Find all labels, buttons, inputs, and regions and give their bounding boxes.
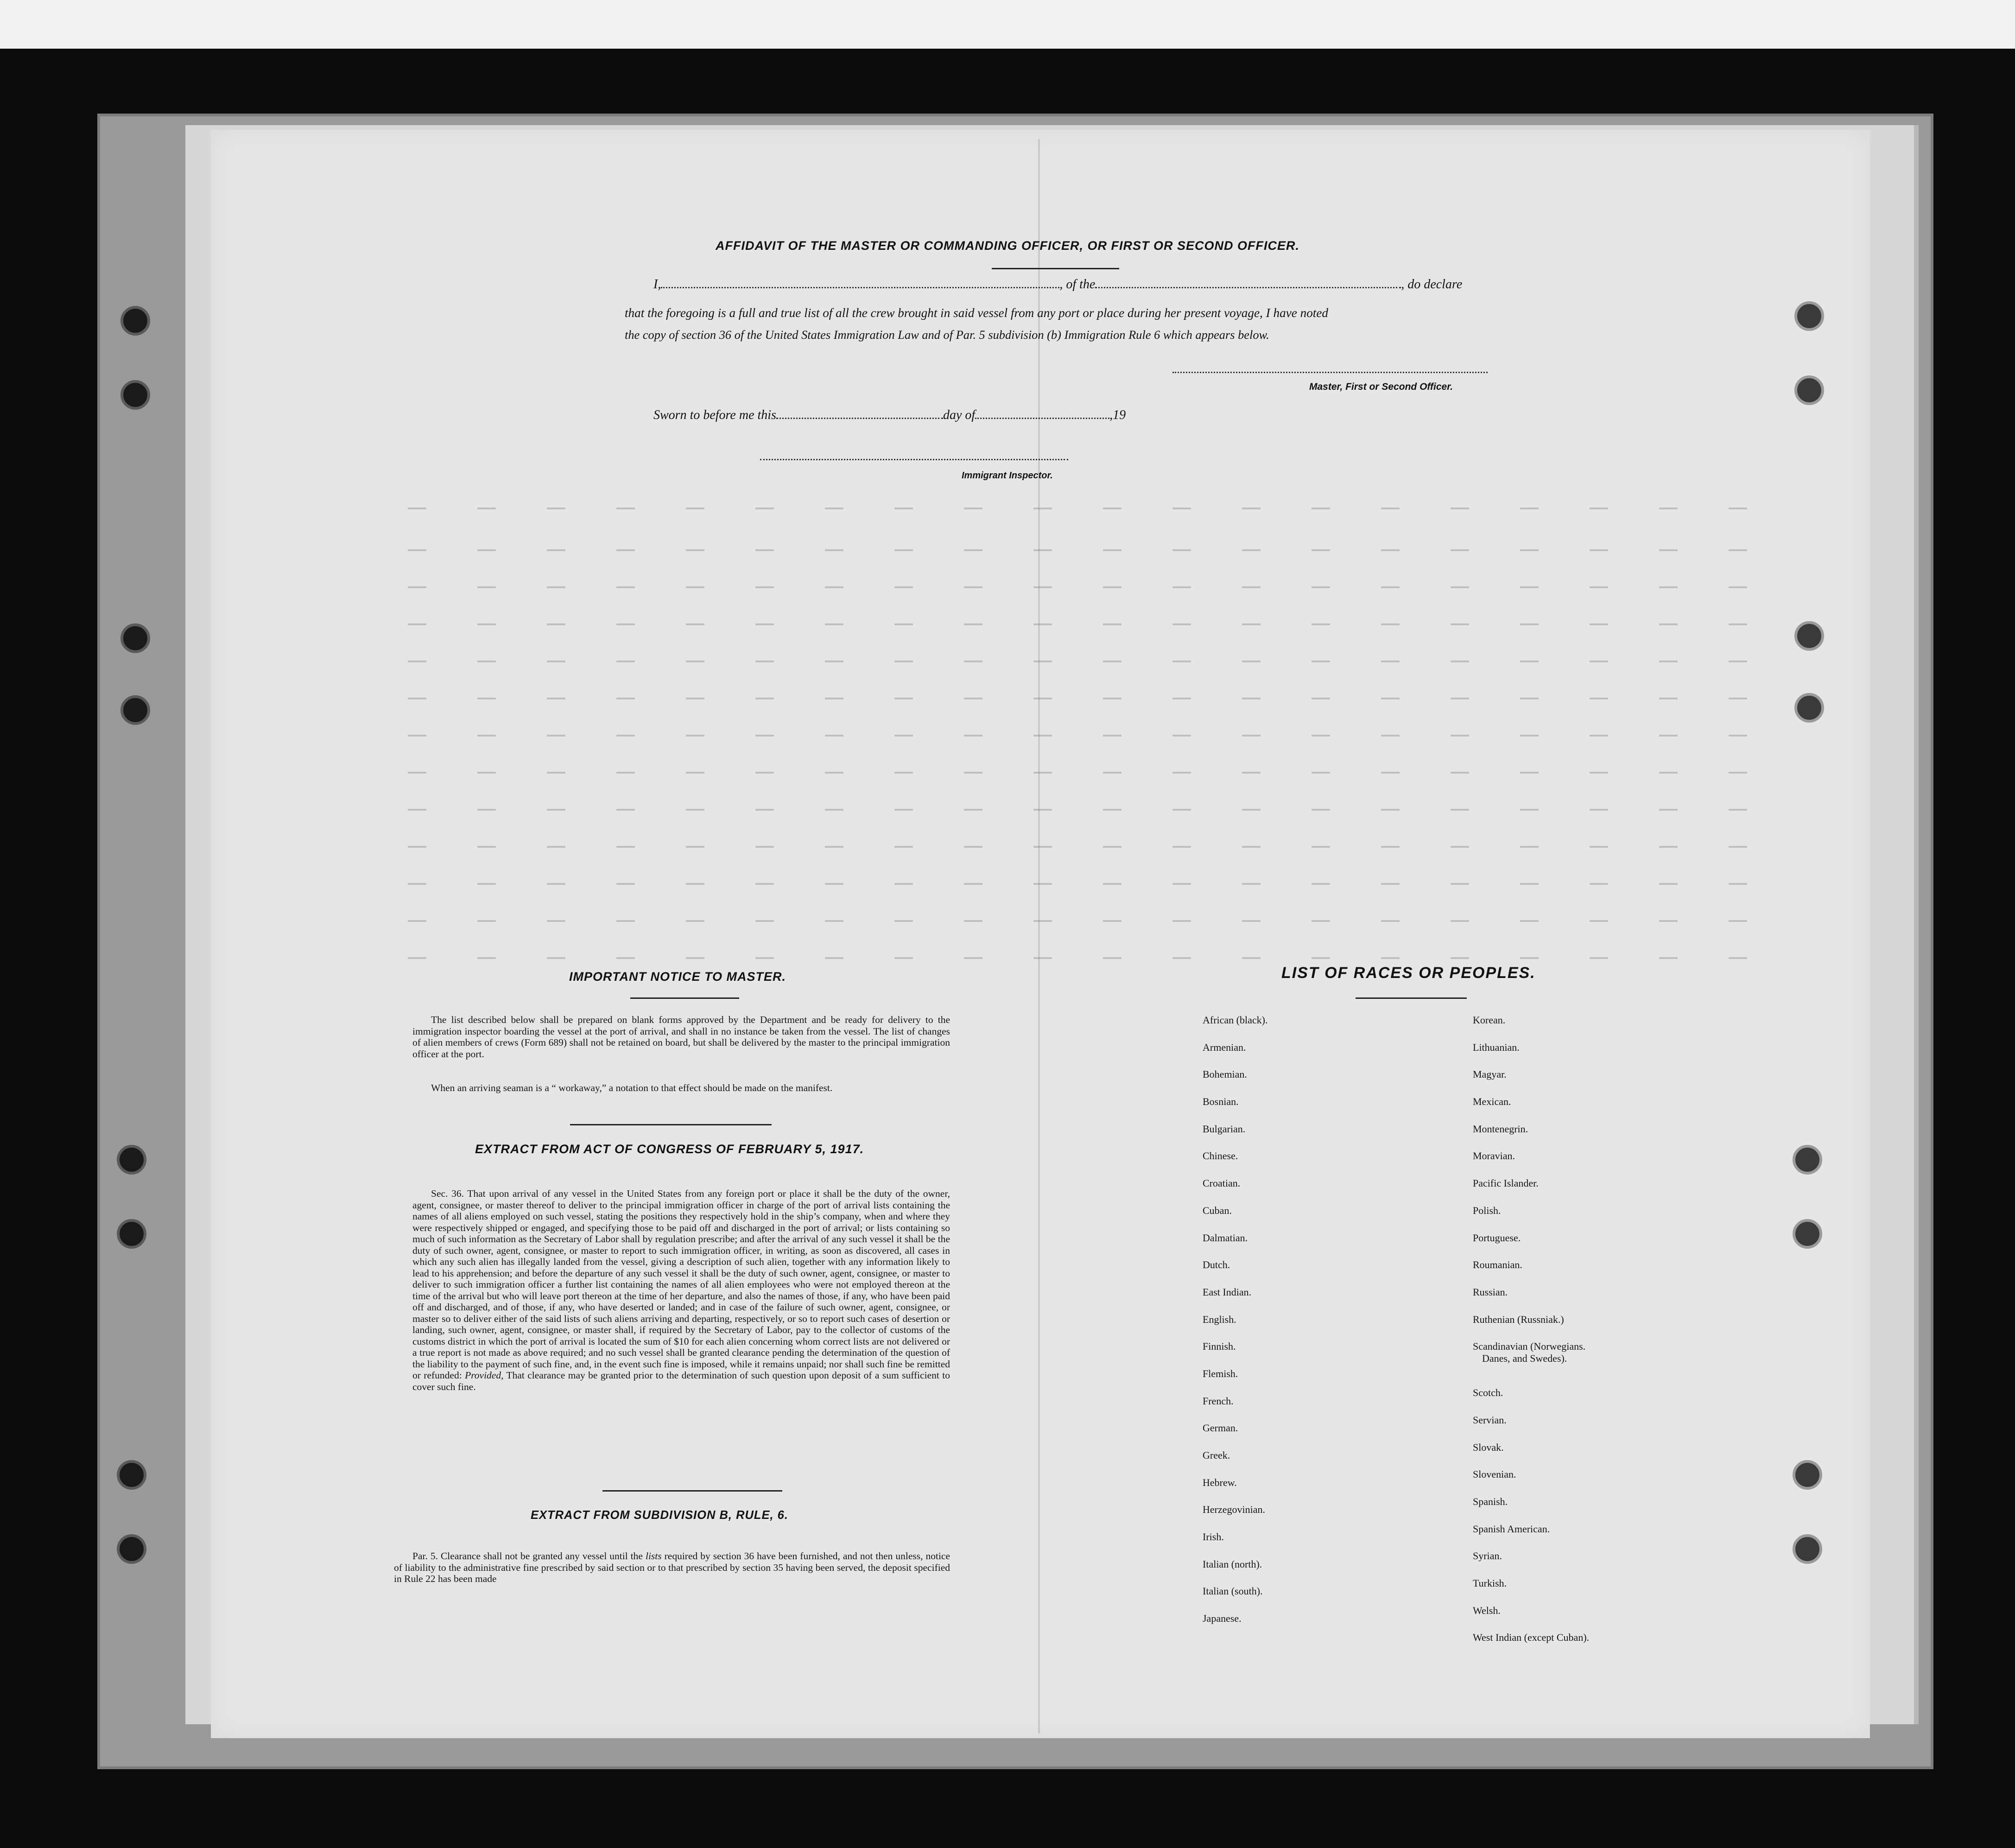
punch-hole [1794, 301, 1824, 331]
race-item: Bulgarian. [1203, 1123, 1246, 1135]
race-item: Japanese. [1203, 1613, 1242, 1625]
sworn-day-blank [776, 413, 943, 419]
race-item: Portuguese. [1473, 1232, 1521, 1244]
inspector-signature-line [760, 458, 1068, 460]
sworn-line [653, 408, 1126, 423]
rule-lists-word: lists [645, 1550, 662, 1562]
master-signature-label: Master, First or Second Officer. [1309, 381, 1453, 392]
notice-underline [630, 997, 739, 999]
bleed-through-row [408, 508, 1752, 509]
race-item: Roumanian. [1473, 1259, 1522, 1271]
vessel-name-blank [1095, 282, 1401, 288]
punch-hole [117, 1534, 146, 1564]
page-fold [1038, 139, 1040, 1734]
bleed-through-row [408, 623, 1752, 625]
races-list-right [1473, 1014, 1589, 1659]
act-proviso-text: That clearance may be granted prior to the determination of such question upon deposit of a sum sufficient to cover such fine. [412, 1370, 950, 1392]
sworn-month-blank [975, 413, 1109, 419]
bleed-through-row [408, 920, 1752, 922]
race-item: Korean. [1473, 1014, 1506, 1026]
race-item: Bohemian. [1203, 1068, 1247, 1080]
race-item: Italian (south). [1203, 1585, 1263, 1597]
race-item: Bosnian. [1203, 1096, 1239, 1108]
affidavit-line-1-end: , do declare [1401, 277, 1463, 292]
affidavit-line-1 [653, 277, 1462, 292]
race-item: Slovenian. [1473, 1468, 1516, 1480]
rule-separator-rule [602, 1490, 782, 1492]
scanner-top-band [0, 0, 2015, 49]
bleed-through-row [408, 735, 1752, 737]
race-item: German. [1203, 1422, 1238, 1434]
race-item-scandinavian [1473, 1340, 1589, 1387]
notice-title: IMPORTANT NOTICE TO MASTER. [569, 970, 786, 984]
races-list-left [1203, 1014, 1267, 1640]
race-item: Hebrew. [1203, 1476, 1237, 1488]
race-item: Flemish. [1203, 1367, 1238, 1379]
race-item: Mexican. [1473, 1096, 1511, 1108]
affidavit-line-1-mid: , of the [1059, 277, 1096, 292]
race-item: Greek. [1203, 1449, 1230, 1461]
race-item: Ruthenian (Russniak.) [1473, 1313, 1564, 1325]
act-proviso-word: Provided, [465, 1370, 504, 1381]
rule-par-label: Par. 5. [412, 1550, 438, 1562]
race-item-line: Danes, and Swedes). [1482, 1353, 1567, 1365]
sworn-mid: day of [943, 408, 976, 422]
rule-text-before: Clearance shall not be granted any vessel until the [440, 1550, 643, 1562]
bleed-through-row [408, 883, 1752, 885]
race-item: English. [1203, 1313, 1236, 1325]
race-item: African (black). [1203, 1014, 1268, 1026]
race-item: Magyar. [1473, 1068, 1507, 1080]
race-item: Turkish. [1473, 1577, 1507, 1589]
race-item: Cuban. [1203, 1204, 1232, 1216]
affidavit-line-2: that the foregoing is a full and true list of all the crew brought in said vessel from any port or place during her present voyage, I have noted [625, 306, 1329, 320]
affidavit-line-1-start: I, [653, 277, 661, 292]
bleed-through-row [408, 772, 1752, 774]
punch-hole [1793, 1460, 1822, 1490]
race-item-line: Scandinavian (Norwegians. [1473, 1340, 1586, 1353]
race-item: Croatian. [1203, 1177, 1241, 1189]
punch-hole [1794, 375, 1824, 405]
race-item: Polish. [1473, 1204, 1501, 1216]
punch-hole [120, 306, 150, 336]
race-item: Moravian. [1473, 1150, 1515, 1162]
punch-hole [117, 1460, 146, 1490]
bleed-through-row [408, 846, 1752, 848]
bleed-through-row [408, 957, 1752, 959]
race-item: Armenian. [1203, 1041, 1246, 1053]
race-item: Welsh. [1473, 1604, 1501, 1616]
document-page [211, 130, 1870, 1738]
act-section-label: Sec. 36. [431, 1188, 464, 1199]
punch-hole [120, 623, 150, 653]
race-item: Dutch. [1203, 1259, 1230, 1271]
notice-paragraph-2: When an arriving seaman is a “ workaway,” a notation to that effect should be made on the manifest. [431, 1082, 833, 1093]
act-extract-title: EXTRACT FROM ACT OF CONGRESS OF FEBRUARY 5, 1917. [475, 1142, 864, 1156]
bleed-through-row [408, 549, 1752, 551]
title-underline [992, 268, 1119, 269]
affidavit-title: AFFIDAVIT OF THE MASTER OR COMMANDING OFFICER, OR FIRST OR SECOND OFFICER. [716, 239, 1299, 253]
sworn-end: ,19 [1109, 408, 1126, 422]
punch-hole [1794, 621, 1824, 651]
race-item: Syrian. [1473, 1550, 1502, 1562]
races-title: LIST OF RACES OR PEOPLES. [1281, 964, 1536, 982]
race-item: French. [1203, 1395, 1234, 1407]
act-section-36-text [412, 1188, 950, 1392]
act-separator-rule [570, 1124, 772, 1125]
race-item: Irish. [1203, 1531, 1224, 1543]
race-item: Servian. [1473, 1414, 1507, 1426]
rule-text-after: required by section 36 have been furnished, and not then unless, notice of liability to the administrative fine prescribed by said section or to that prescribed by section 35 having been served, the deposit specified in Rule 22 has been made [394, 1550, 950, 1584]
race-item: West Indian (except Cuban). [1473, 1632, 1590, 1644]
act-section-body: That upon arrival of any vessel in the United States from any foreign port or place it shall be the duty of the owner, agent, consignee, or master thereof to deliver to the principal immigration officer in charge of the port of arrival lists containing the names of all aliens employed on such vessel, stating the positions they respectively hold in the ship’s company, when and where they were respectively shipped or engaged, and specifying those to be paid off and discharged in the port of arrival; or lists containing so much of such information as the Secretary of Labor shall by regulation prescribe; and after the arrival of any such vessel it shall be the duty of such owner, agent, consignee, or master to report to such immigration officer, in writing, as soon as discovered, all cases in which any such alien has illegally landed from the vessel, giving a description of such alien, together with any information likely to lead to his apprehension; and before the departure of any such vessel it shall be the duty of such owner, agent, consignee, or master to deliver to such immigration officer a further list containing the names of all alien employees who were not employed thereon at the time of the arrival but who will leave port thereon at the time of her departure, and also the names of those, if any, who have been paid off and discharged, and of those, if any, who have deserted or landed; and in case of the failure of such owner, agent, consignee, or master so to deliver either of the said lists of such aliens arriving and departing, respectively, or so to report such cases of desertion or landing, such owner, agent, consignee, or master shall, if required by the Secretary of Labor, pay to the collector of customs of the customs district in which the port of arrival is located the sum of $10 for each alien concerning whom correct lists are not delivered or a true report is not made as above required; and no such vessel shall be granted clearance pending the determination of the question of the liability to the payment of such fine, and, in the event such fine is imposed, while it remains unpaid; nor shall such fine be remitted or refunded: [412, 1188, 950, 1381]
race-item: Herzegovinian. [1203, 1504, 1265, 1516]
punch-hole [120, 380, 150, 410]
inspector-signature-label: Immigrant Inspector. [962, 470, 1053, 481]
races-underline [1356, 997, 1467, 999]
race-item: Spanish. [1473, 1496, 1508, 1507]
bleed-through-row [408, 698, 1752, 699]
race-item: Italian (north). [1203, 1558, 1262, 1570]
bleed-through-row [408, 809, 1752, 811]
race-item: Russian. [1473, 1286, 1508, 1298]
race-item: Lithuanian. [1473, 1041, 1520, 1053]
race-item: Pacific Islander. [1473, 1177, 1539, 1189]
race-item: Chinese. [1203, 1150, 1238, 1162]
master-name-blank [661, 282, 1059, 288]
punch-hole [1793, 1145, 1822, 1175]
bleed-through-row [408, 660, 1752, 662]
race-item: Dalmatian. [1203, 1232, 1248, 1244]
punch-hole [117, 1219, 146, 1249]
race-item: Slovak. [1473, 1441, 1504, 1453]
punch-hole [120, 695, 150, 725]
bleed-through-row [408, 586, 1752, 588]
punch-hole [1793, 1219, 1822, 1249]
race-item: East Indian. [1203, 1286, 1252, 1298]
punch-hole [117, 1145, 146, 1175]
affidavit-line-3: the copy of section 36 of the United States Immigration Law and of Par. 5 subdivision (b) Immigration Rule 6 which appears below. [625, 328, 1269, 342]
punch-hole [1794, 693, 1824, 723]
race-item: Montenegrin. [1473, 1123, 1528, 1135]
sworn-start: Sworn to before me this [653, 408, 776, 422]
punch-hole [1793, 1534, 1822, 1564]
race-item: Spanish American. [1473, 1523, 1550, 1535]
race-item: Finnish. [1203, 1340, 1236, 1353]
race-item: Scotch. [1473, 1387, 1503, 1399]
master-signature-line [1172, 371, 1488, 373]
rule-extract-title: EXTRACT FROM SUBDIVISION B, RULE, 6. [531, 1509, 788, 1522]
rule-par-5-text [394, 1550, 950, 1585]
notice-paragraph-1: The list described below shall be prepared on blank forms approved by the Department and be ready for delivery to the immigration inspector boarding the vessel at the port of arrival, and shall in no instance be taken from the vessel. The list of changes of alien members of crews (Form 689) shall not be retained on board, but shall be delivered by the master to the principal immigration officer at the port. [412, 1014, 950, 1060]
